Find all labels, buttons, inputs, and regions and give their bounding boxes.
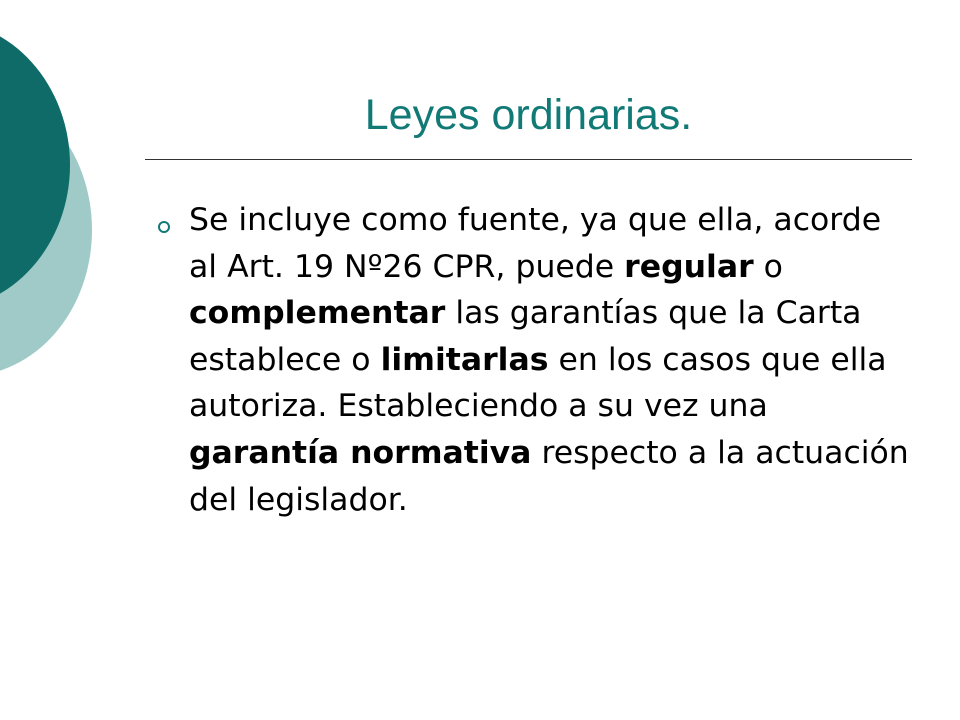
text-segment: o <box>753 248 783 285</box>
slide-title: Leyes ordinarias. <box>364 91 693 139</box>
text-segment: Se incluye como fuente, ya que ella, acorde al Art. 19 Nº26 CPR, puede <box>189 202 882 285</box>
bold-term-complementar: complementar <box>189 295 446 332</box>
text-segment: respecto a la actuación del legislador. <box>189 434 909 518</box>
bold-term-limitarlas: limitarlas <box>380 341 549 378</box>
title-divider <box>145 159 912 160</box>
bold-term-regular: regular <box>624 248 754 285</box>
text-segment: en los casos que ella autoriza. Estableciendo a su vez una <box>189 341 887 425</box>
bold-term-garantia-normativa: garantía normativa <box>189 434 532 471</box>
bullet-text <box>189 197 919 523</box>
text-segment: las garantías que la Carta establece o <box>189 295 862 378</box>
hollow-circle-bullet-icon <box>158 221 170 233</box>
